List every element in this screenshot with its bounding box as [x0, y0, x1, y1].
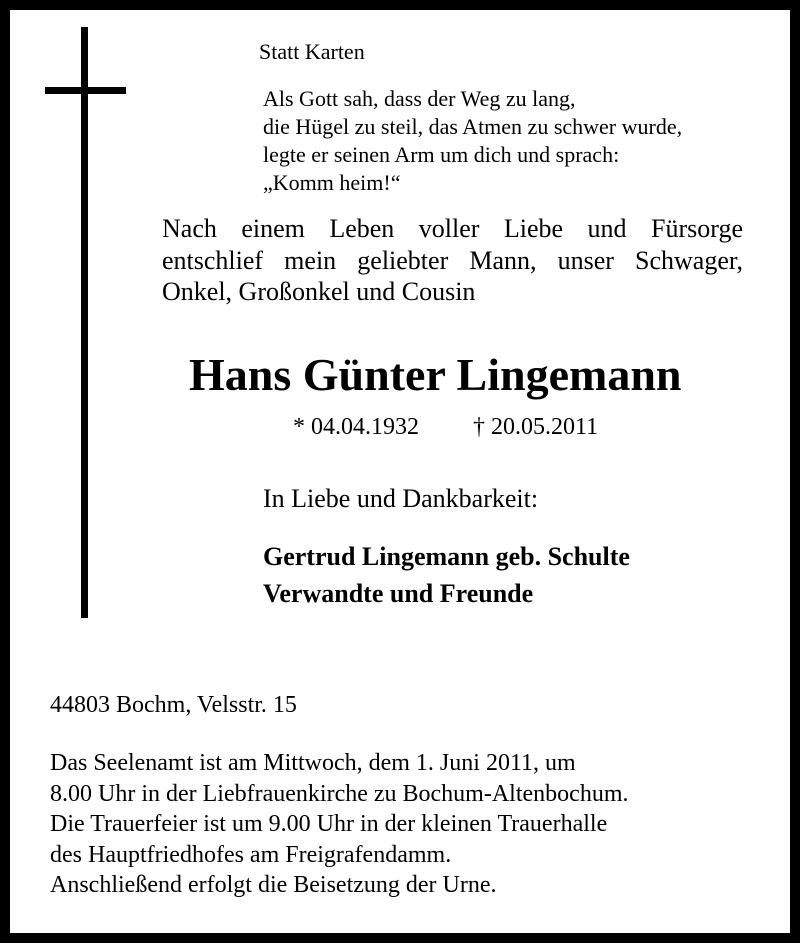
service-line: Anschließend erfolgt die Beisetzung der Urne.: [50, 872, 497, 898]
signer-name: Verwandte und Freunde: [263, 579, 534, 608]
poem-line: „Komm heim!“: [263, 170, 401, 195]
poem-line: die Hügel zu steil, das Atmen zu schwer wurde,: [263, 114, 683, 139]
death-date: † 20.05.2011: [473, 414, 599, 440]
cross-vertical-bar: [81, 27, 88, 618]
address: 44803 Bochm, Velsstr. 15: [50, 692, 297, 718]
service-info: [50, 748, 628, 901]
poem: [263, 85, 682, 197]
service-line: des Hauptfriedhofes am Freigrafendamm.: [50, 841, 452, 868]
intro-line: Onkel, Großonkel und Cousin: [162, 277, 476, 306]
poem-line: Als Gott sah, dass der Weg zu lang,: [263, 86, 576, 111]
thanks-line: In Liebe und Dankbarkeit:: [263, 484, 539, 513]
deceased-name: Hans Günter Lingemann: [189, 349, 682, 400]
cross-horizontal-bar: [45, 87, 126, 94]
intro-line: entschlief mein geliebter Mann, unser Schwager,: [162, 245, 743, 275]
intro-text: [162, 213, 743, 308]
intro-line: Nach einem Leben voller Liebe und Fürsorge: [162, 214, 743, 243]
poem-line: legte er seinen Arm um dich und sprach:: [263, 142, 620, 167]
notice-header: Statt Karten: [259, 39, 365, 64]
service-line: Das Seelenamt ist am Mittwoch, dem 1. Juni 2011, um: [50, 750, 576, 776]
birth-date: * 04.04.1932: [293, 414, 419, 440]
service-line: Die Trauerfeier ist um 9.00 Uhr in der kleinen Trauerhalle: [50, 811, 608, 837]
service-line: 8.00 Uhr in der Liebfrauenkirche zu Bochum-Altenbochum.: [50, 780, 629, 807]
signer-name: Gertrud Lingemann geb. Schulte: [263, 542, 630, 571]
